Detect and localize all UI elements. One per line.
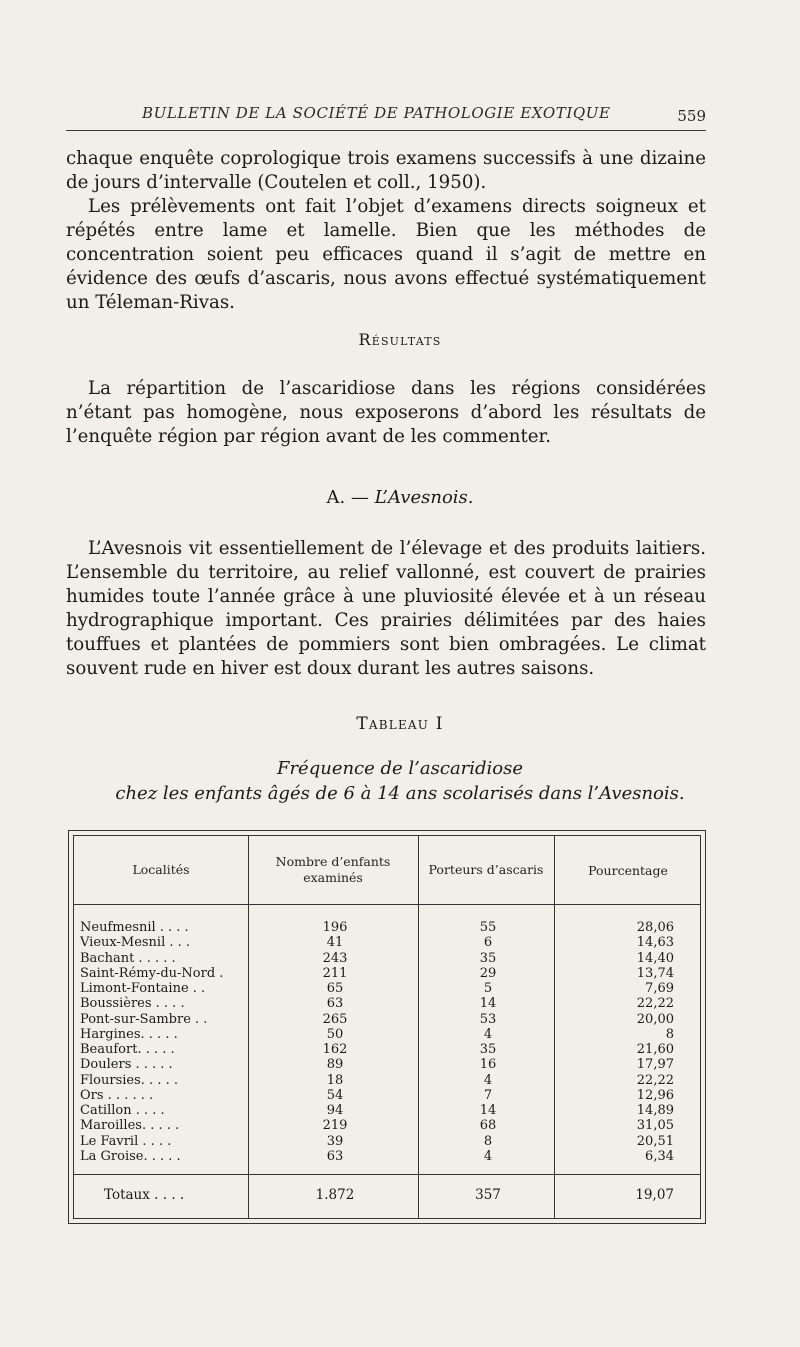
table-row [74, 981, 702, 996]
cell-porteurs: 4 [483, 1026, 493, 1042]
frequency-table [68, 830, 706, 1224]
table-row [74, 1027, 702, 1042]
section-a-heading [0, 487, 800, 508]
cell-pourcentage: 21,60 [636, 1042, 674, 1057]
table-row [74, 1134, 702, 1149]
cell-examines: 50 [326, 1026, 344, 1042]
paragraph-3: La répartition de l’ascaridiose dans les régions considérées n’étant pas homogène, nous exposerons d’abord les résultats de l’enquête région par région avant de les commenter. [66, 378, 706, 447]
cell-porteurs: 53 [479, 1011, 497, 1027]
cell-localite: Maroilles. . . . . [80, 1118, 180, 1134]
page-number: 559 [677, 107, 706, 125]
cell-pourcentage: 22,22 [636, 1072, 674, 1088]
cell-pourcentage: 20,00 [636, 1011, 674, 1027]
cell-examines: 41 [326, 935, 344, 951]
column-header-nombre-line-1: Nombre d’enfants [275, 854, 391, 869]
cell-pourcentage: 28,06 [636, 920, 674, 935]
cell-pourcentage: 14,63 [636, 935, 674, 951]
table-row [74, 1012, 702, 1027]
cell-pourcentage: 22,22 [636, 996, 674, 1012]
totals-label: Totaux . . . . [104, 1187, 185, 1203]
running-header [66, 100, 706, 131]
cell-porteurs: 4 [483, 1148, 493, 1164]
cell-pourcentage: 13,74 [636, 965, 674, 981]
cell-localite: Doulers . . . . . [80, 1057, 173, 1073]
cell-localite: Catillon . . . . [80, 1103, 165, 1118]
column-header-pourcentage: Pourcentage [588, 863, 668, 878]
table-row [74, 996, 702, 1011]
cell-examines: 63 [326, 996, 344, 1012]
cell-localite: Beaufort. . . . . [80, 1042, 175, 1057]
cell-porteurs: 8 [483, 1133, 493, 1149]
column-header-nombre [248, 854, 418, 886]
avesnois-text [66, 537, 706, 681]
cell-examines: 94 [326, 1103, 344, 1118]
cell-examines: 243 [322, 950, 348, 966]
totals-examines: 1.872 [315, 1187, 355, 1203]
intro-text [66, 147, 706, 315]
cell-localite: Saint-Rémy-du-Nord . [80, 965, 224, 981]
table-row [74, 1057, 702, 1072]
results-heading: Résultats [358, 330, 442, 349]
table-row [74, 1073, 702, 1088]
cell-porteurs: 7 [483, 1087, 493, 1103]
cell-porteurs: 5 [483, 981, 493, 996]
column-header-porteurs: Porteurs d’ascaris [428, 862, 544, 877]
cell-examines: 89 [326, 1057, 344, 1073]
table-row [74, 1088, 702, 1103]
results-intro [66, 377, 706, 449]
cell-porteurs: 35 [479, 1042, 497, 1057]
table-inner-frame [73, 835, 701, 1219]
cell-pourcentage: 14,40 [636, 950, 674, 966]
table-row [74, 935, 702, 950]
cell-examines: 265 [322, 1011, 348, 1027]
cell-pourcentage: 20,51 [636, 1133, 674, 1149]
cell-examines: 39 [326, 1133, 344, 1149]
cell-porteurs: 35 [479, 950, 497, 966]
cell-pourcentage: 31,05 [636, 1118, 674, 1134]
cell-pourcentage: 14,89 [636, 1103, 674, 1118]
cell-examines: 63 [326, 1148, 344, 1164]
cell-localite: Vieux-Mesnil . . . [80, 935, 191, 951]
cell-examines: 196 [322, 920, 348, 935]
cell-porteurs: 68 [479, 1118, 497, 1134]
cell-porteurs: 14 [479, 996, 497, 1012]
cell-pourcentage: 6,34 [645, 1148, 674, 1164]
cell-pourcentage: 12,96 [636, 1087, 674, 1103]
cell-porteurs: 55 [479, 920, 497, 935]
table-row [74, 920, 702, 935]
header-rule [74, 904, 700, 905]
cell-porteurs: 14 [479, 1103, 497, 1118]
column-header-localites: Localités [132, 862, 190, 877]
totals-pourcentage: 19,07 [635, 1187, 674, 1203]
cell-examines: 65 [326, 981, 344, 996]
section-a-prefix: A. — [326, 487, 369, 508]
cell-localite: La Groise. . . . . [80, 1148, 181, 1164]
table-label: Tableau I [356, 714, 444, 734]
table-row [74, 1103, 702, 1118]
column-header-nombre-line-2: examinés [303, 870, 363, 885]
cell-examines: 211 [322, 965, 348, 981]
table-row [74, 1149, 702, 1164]
cell-localite: Neufmesnil . . . . [80, 920, 189, 935]
cell-pourcentage: 8 [665, 1026, 674, 1042]
cell-pourcentage: 17,97 [636, 1057, 674, 1073]
cell-porteurs: 29 [479, 965, 497, 981]
cell-localite: Le Favril . . . . [80, 1133, 172, 1149]
table-caption-line-2: chez les enfants âgés de 6 à 14 ans scolarisés dans l’Avesnois. [115, 783, 685, 804]
cell-localite: Boussières . . . . [80, 996, 185, 1012]
cell-localite: Floursies. . . . . [80, 1072, 178, 1088]
totals-porteurs: 357 [475, 1187, 501, 1203]
cell-localite: Limont-Fontaine . . [80, 981, 206, 996]
table-row [74, 966, 702, 981]
cell-examines: 18 [326, 1072, 344, 1088]
journal-title: BULLETIN DE LA SOCIÉTÉ DE PATHOLOGIE EXOTIQUE [142, 104, 611, 122]
cell-porteurs: 6 [483, 935, 493, 951]
paragraph-4: L’Avesnois vit essentiellement de l’élevage et des produits laitiers. L’ensemble du territoire, au relief vallonné, est couvert de prairies humides toute l’année grâce à une pluviosité élevée et à un réseau hydrographique important. Ces prairies délimitées par des haies touffues et plantées de pommiers sont bien ombragées. Le climat souvent rude en hiver est doux durant les autres saisons. [66, 538, 706, 679]
table-caption-line-1: Fréquence de l’ascaridiose [276, 758, 524, 779]
table-row [74, 1042, 702, 1057]
totals-rule [74, 1174, 700, 1175]
table-row [74, 951, 702, 966]
cell-examines: 219 [322, 1118, 348, 1134]
cell-localite: Pont-sur-Sambre . . [80, 1011, 208, 1027]
cell-examines: 162 [322, 1042, 348, 1057]
cell-localite: Ors . . . . . . [80, 1087, 154, 1103]
cell-localite: Bachant . . . . . [80, 950, 176, 966]
cell-pourcentage: 7,69 [645, 981, 674, 996]
cell-porteurs: 16 [479, 1057, 497, 1073]
cell-porteurs: 4 [483, 1072, 493, 1088]
cell-examines: 54 [326, 1087, 344, 1103]
paragraph-2: Les prélèvements ont fait l’objet d’examens directs soigneux et répétés entre lame et lamelle. Bien que les méthodes de concentration soient peu efficaces quand il s’agit de mettre en évidence des œufs d’ascaris, nous avons effectué systématiquement un Téleman-Rivas. [66, 196, 706, 313]
cell-localite: Hargines. . . . . [80, 1026, 178, 1042]
totals-row [74, 1187, 702, 1205]
table-row [74, 1118, 702, 1133]
paragraph-1: chaque enquête coprologique trois examens successifs à une dizaine de jours d’intervalle (Coutelen et coll., 1950). [66, 148, 706, 193]
section-a-title: L’Avesnois. [374, 487, 474, 508]
